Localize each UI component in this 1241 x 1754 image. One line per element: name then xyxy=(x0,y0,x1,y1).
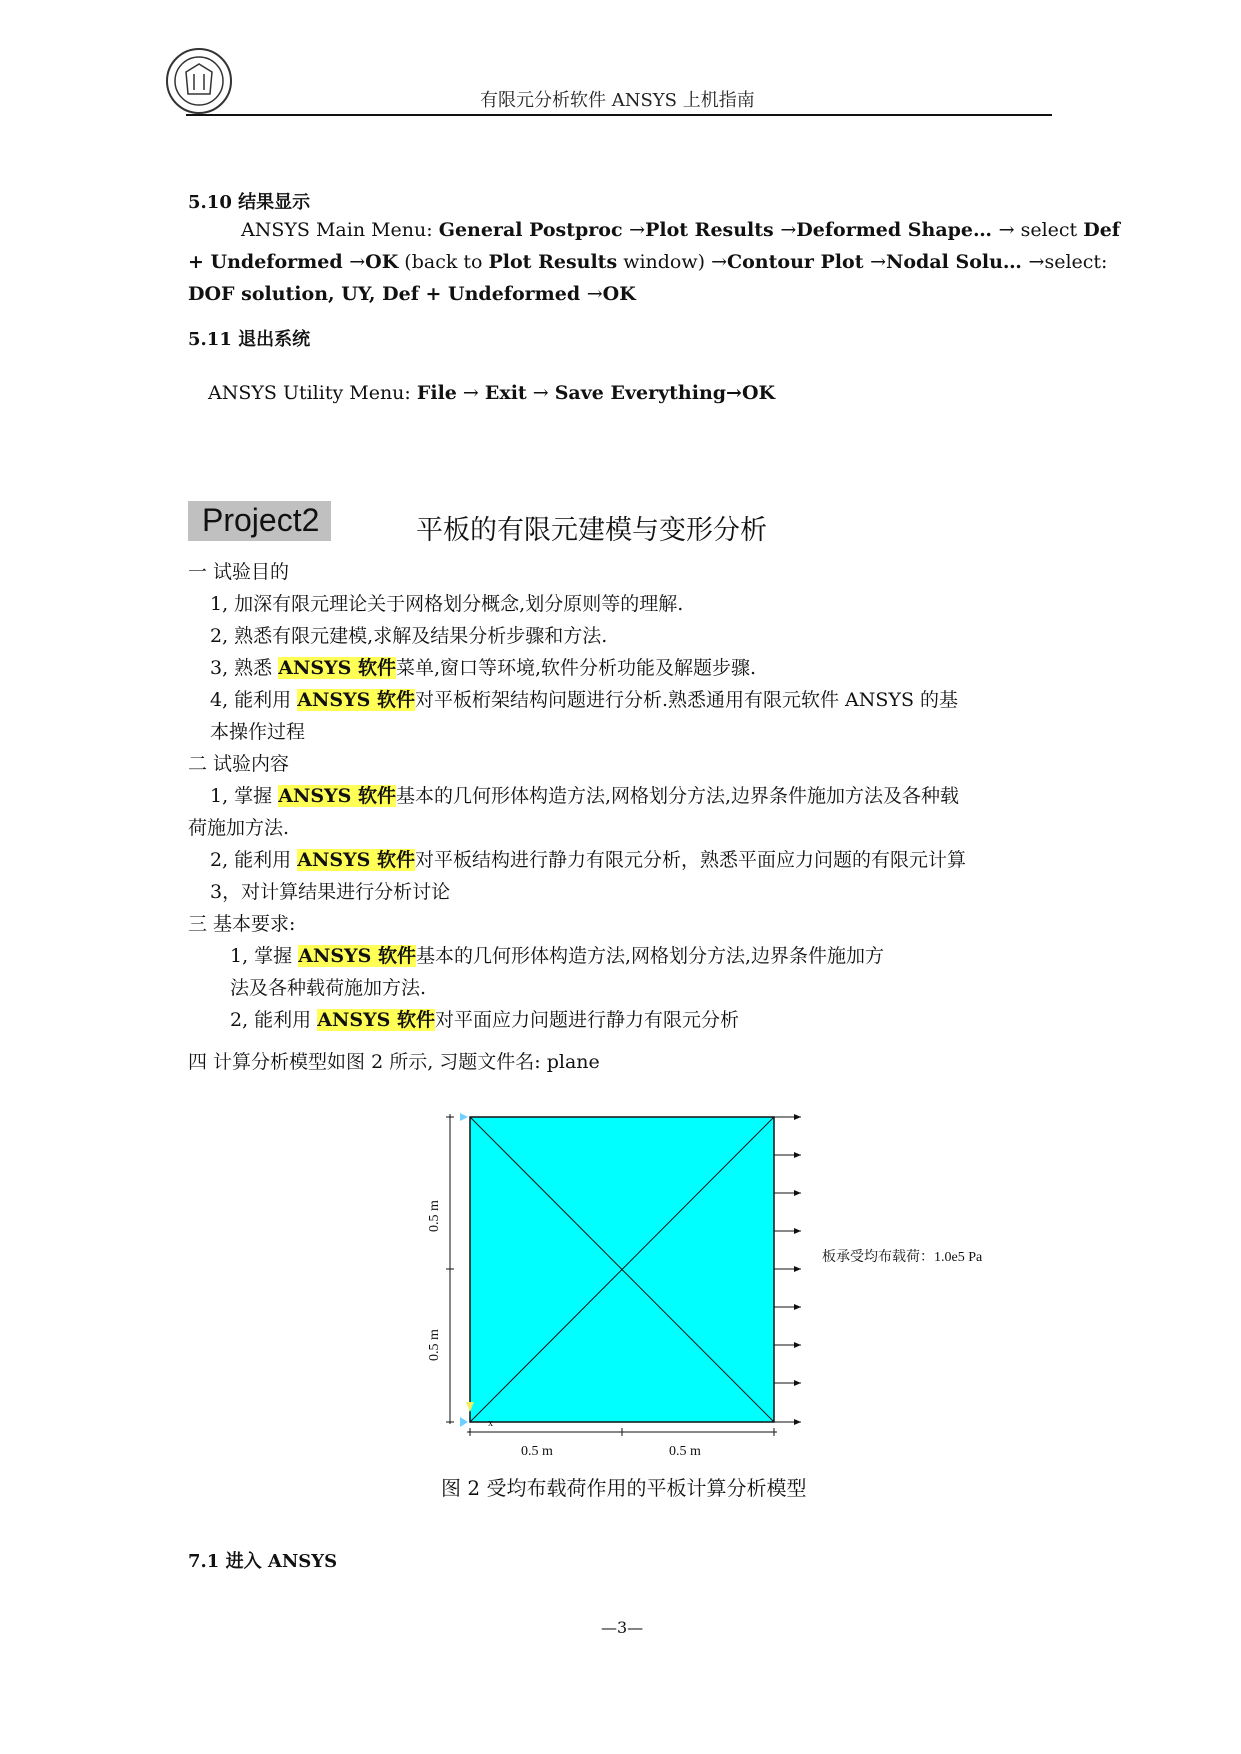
page-number: —3— xyxy=(601,1618,644,1637)
university-logo xyxy=(164,46,234,116)
node-mark: x xyxy=(488,1418,493,1429)
list-item-continuation: 本操作过程 xyxy=(210,721,306,743)
list-item: 1, 掌握 ANSYS 软件基本的几何形体构造方法,网格划分方法,边界条件施加方法及各种载 xyxy=(210,785,960,807)
load-arrows xyxy=(774,1117,801,1422)
section-heading-5-11: 5.11 退出系统 xyxy=(188,329,311,350)
list-item-continuation: 法及各种载荷施加方法. xyxy=(230,977,427,999)
menu-path-line-2: + Undeformed →OK (back to Plot Results window) →Contour Plot →Nodal Solu… →select: xyxy=(188,251,1108,273)
dimension-label: 0.5 m xyxy=(427,1329,442,1361)
figure-caption: 图 2 受均布载荷作用的平板计算分析模型 xyxy=(441,1476,807,1500)
subsection-heading-content: 二 试验内容 xyxy=(188,753,290,775)
list-item: 3, 熟悉 ANSYS 软件菜单,窗口等环境,软件分析功能及解题步骤. xyxy=(210,657,757,679)
dimension-label: 0.5 m xyxy=(427,1200,442,1232)
plate-model-figure xyxy=(410,1110,1010,1474)
list-item: 4, 能利用 ANSYS 软件对平板桁架结构问题进行分析.熟悉通用有限元软件 ANSYS 的基 xyxy=(210,689,958,711)
header-rule xyxy=(186,114,1052,116)
list-item: 1, 加深有限元理论关于网格划分概念,划分原则等的理解. xyxy=(210,593,684,615)
subsection-heading-model: 四 计算分析模型如图 2 所示, 习题文件名: plane xyxy=(188,1051,600,1073)
utility-menu-path: ANSYS Utility Menu: File → Exit → Save Everything→OK xyxy=(208,382,776,404)
support-marker xyxy=(460,1417,468,1427)
vertical-dimension xyxy=(446,1114,454,1424)
dimension-label: 0.5 m xyxy=(669,1444,701,1459)
load-label: 板承受均布载荷：1.0e5 Pa xyxy=(822,1250,983,1265)
subsection-heading-objectives: 一 试验目的 xyxy=(188,561,290,583)
list-item: 2, 能利用 ANSYS 软件对平板结构进行静力有限元分析，熟悉平面应力问题的有限元计算 xyxy=(210,849,966,871)
header-title: 有限元分析软件 ANSYS 上机指南 xyxy=(480,90,755,111)
section-heading-7-1: 7.1 进入 ANSYS xyxy=(188,1551,338,1572)
menu-path-line-1: ANSYS Main Menu: General Postproc →Plot Results →Deformed Shape… → select Def xyxy=(241,219,1120,241)
support-marker xyxy=(460,1113,468,1121)
list-item: 1, 掌握 ANSYS 软件基本的几何形体构造方法,网格划分方法,边界条件施加方 xyxy=(230,945,885,967)
horizontal-dimension xyxy=(467,1428,777,1436)
list-item: 3，对计算结果进行分析讨论 xyxy=(210,881,451,903)
menu-path-line-3: DOF solution, UY, Def + Undeformed →OK xyxy=(188,283,636,305)
dimension-label: 0.5 m xyxy=(521,1444,553,1459)
subsection-heading-requirements: 三 基本要求: xyxy=(188,913,296,935)
project-label: Project2 xyxy=(202,502,320,538)
section-heading-5-10: 5.10 结果显示 xyxy=(188,192,311,213)
list-item-continuation: 荷施加方法. xyxy=(188,817,290,839)
project-title: 平板的有限元建模与变形分析 xyxy=(416,515,767,546)
list-item: 2, 熟悉有限元建模,求解及结果分析步骤和方法. xyxy=(210,625,608,647)
list-item: 2, 能利用 ANSYS 软件对平面应力问题进行静力有限元分析 xyxy=(230,1009,739,1031)
